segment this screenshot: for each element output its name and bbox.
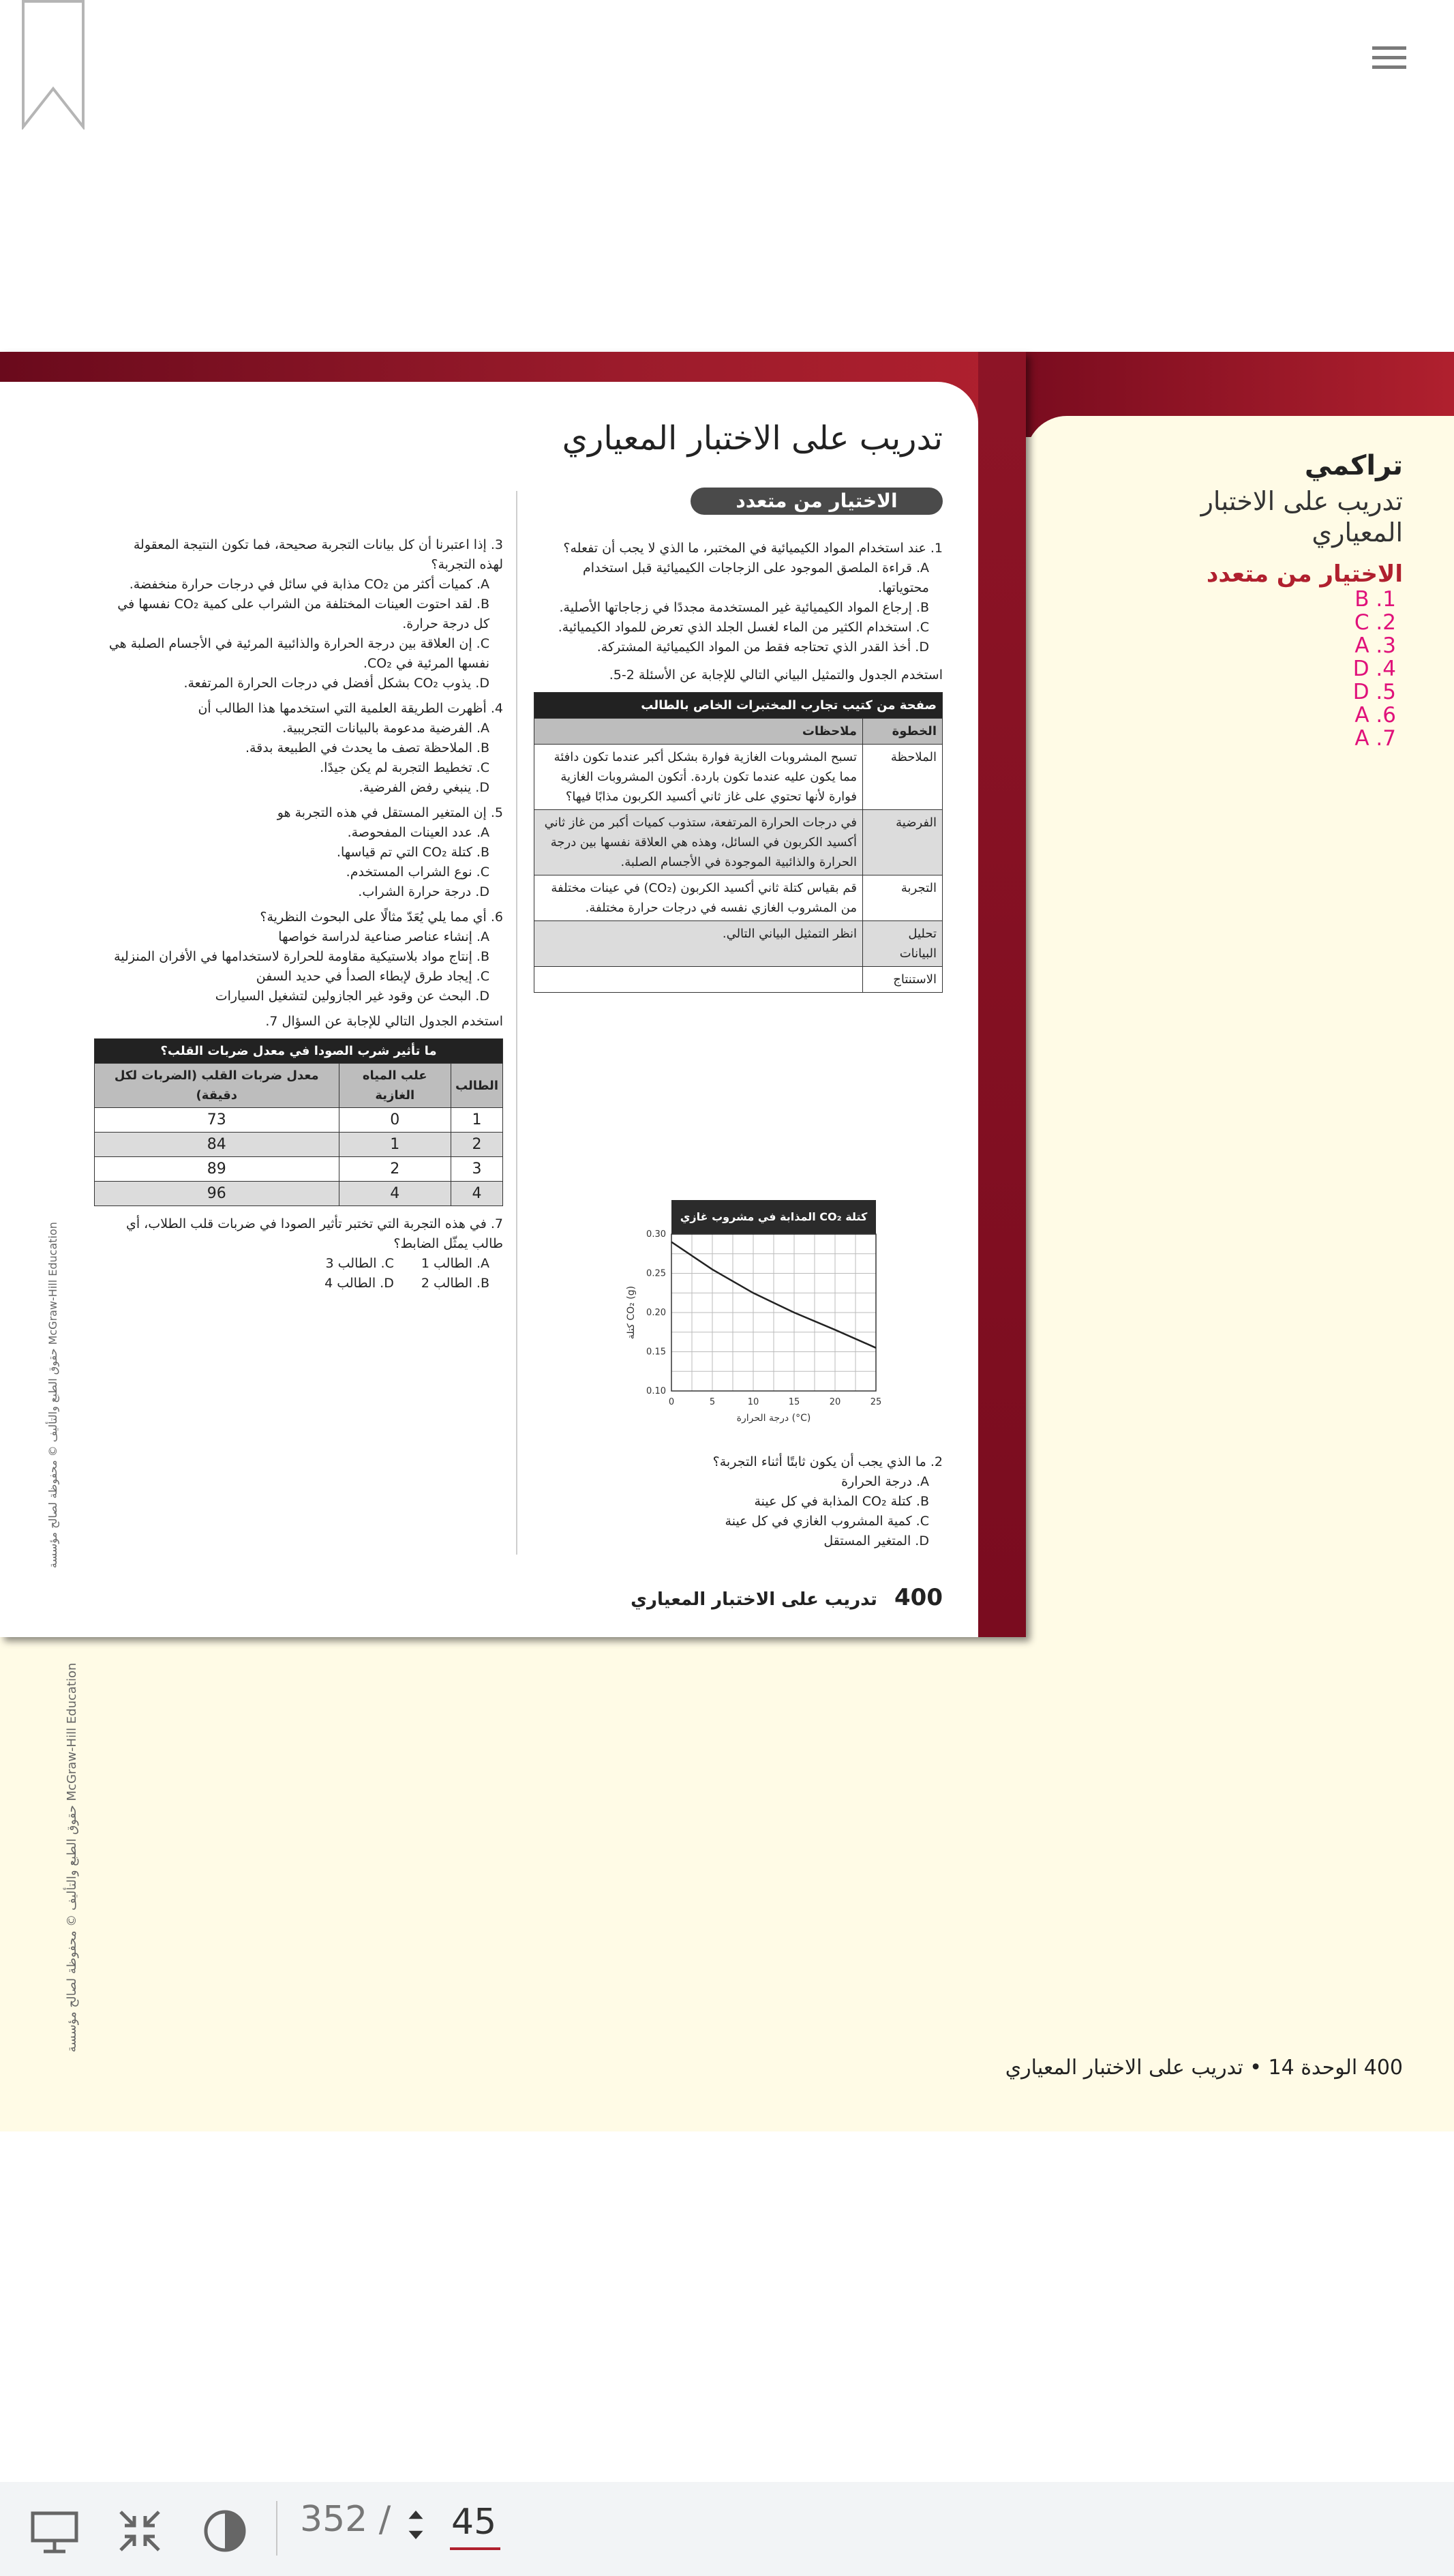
table-row — [95, 1182, 503, 1206]
chart-title: كتلة CO₂ المذابة في مشروب غازي — [680, 1210, 868, 1223]
option-d: D. الطالب 4 — [324, 1276, 394, 1291]
option-a: A. عدد العينات المفحوصة. — [347, 825, 489, 840]
x-tick-label: 25 — [870, 1397, 882, 1407]
page-separator: / — [378, 2499, 391, 2540]
lab-table-col-notes: ملاحظات — [534, 719, 863, 745]
left-column — [108, 535, 503, 1293]
y-tick-label: 0.30 — [646, 1229, 666, 1240]
answer-item: A .3 — [1354, 633, 1396, 658]
question-6 — [108, 908, 503, 1006]
question-5 — [108, 803, 503, 902]
table-cell: انظر التمثيل البياني التالي. — [534, 921, 863, 967]
option-d: D. يذوب CO₂ بشكل أفضل في درجات الحرارة المرتفعة. — [183, 676, 489, 691]
option-d: D. المتغير المستقل — [823, 1533, 929, 1548]
table-row — [534, 745, 943, 810]
question-4 — [108, 699, 503, 798]
option-d: D. ينبغي رفض الفرضية. — [359, 780, 489, 795]
question-2 — [547, 1452, 943, 1551]
y-tick-label: 0.10 — [646, 1386, 666, 1396]
table-cell: 84 — [95, 1133, 339, 1157]
option-a: A. إنشاء عناصر صناعية لدراسة خواصها — [278, 929, 489, 944]
page-footer-text: تدريب على الاختبار المعياري — [631, 1589, 877, 1610]
table-row — [95, 1157, 503, 1182]
option-a: A. درجة الحرارة — [841, 1474, 929, 1489]
question-stem: 7. في هذه التجربة التي تختبر تأثير الصودا في ضربات قلب الطلاب، أي طالب يمثّل الضابط؟ — [125, 1216, 503, 1251]
table-cell: الملاحظة — [863, 745, 943, 810]
column-divider — [516, 491, 517, 1555]
presentation-icon[interactable] — [27, 2504, 82, 2558]
current-page-number: 352 — [300, 2499, 368, 2540]
option-d: D. درجة حرارة الشراب. — [358, 884, 489, 899]
x-tick-label: 5 — [709, 1397, 716, 1407]
page-stepper-icon[interactable] — [402, 2501, 429, 2549]
table-cell: 4 — [339, 1182, 451, 1206]
table-row — [534, 875, 943, 921]
table-row — [95, 1108, 503, 1133]
soda-table-title: ما تأثير شرب الصودا في معدل ضربات القلب؟ — [95, 1039, 503, 1064]
option-c: C. الطالب 3 — [325, 1256, 394, 1271]
x-tick-label: 15 — [788, 1397, 800, 1407]
answer-key — [1353, 588, 1396, 750]
question-stem: 2. ما الذي يجب أن يكون ثابتًا أثناء التجربة؟ — [712, 1454, 943, 1469]
table-row — [534, 967, 943, 993]
table-cell — [534, 967, 863, 993]
option-c: C. كمية المشروب الغازي في كل عينة — [725, 1514, 929, 1529]
option-d: D. أخذ القدر الذي تحتاجه فقط من المواد الكيميائية المشتركة. — [596, 640, 929, 655]
lab-table — [534, 692, 943, 993]
table-cell: 96 — [95, 1182, 339, 1206]
table-cell: التجربة — [863, 875, 943, 921]
table-row — [534, 921, 943, 967]
side-panel-title: تراكمي — [1304, 450, 1403, 481]
option-a: A. الطالب 1 — [421, 1256, 489, 1271]
answer-item: A .7 — [1354, 726, 1396, 751]
option-b: B. إنتاج مواد بلاستيكية مقاومة للحرارة لاستخدامها في الأفران المنزلية — [114, 949, 489, 964]
table-cell: 73 — [95, 1108, 339, 1133]
option-b: B. لقد احتوت العينات المختلفة من الشراب على كمية CO₂ نفسها في كل درجة حرارة. — [117, 597, 489, 631]
lab-table-title: صفحة من كتيب تجارب المختبرات الخاص بالطالب — [534, 693, 943, 719]
question-stem: 3. إذا اعتبرنا أن كل بيانات التجربة صحيحة، فما تكون النتيجة المعقولة لهذه التجربة؟ — [133, 537, 503, 572]
table-cell: 1 — [451, 1108, 502, 1133]
table-cell: 1 — [339, 1133, 451, 1157]
table-cell: 3 — [451, 1157, 502, 1182]
page-footer — [631, 1584, 943, 1611]
section-label: الاختيار من متعدد — [691, 488, 943, 515]
question-stem: 1. عند استخدام المواد الكيميائية في المختبر، ما الذي لا يجب أن تفعله؟ — [563, 541, 943, 556]
question-stem: 6. أي مما يلي يُعَدّ مثالًا على البحوث النظرية؟ — [260, 910, 503, 925]
x-tick-label: 20 — [829, 1397, 841, 1407]
collapse-icon[interactable] — [112, 2504, 167, 2558]
option-c: C. نوع الشراب المستخدم. — [346, 865, 489, 880]
soda-table — [94, 1038, 503, 1206]
y-axis-label: كتلة CO₂ (g) — [626, 1285, 637, 1340]
x-axis-label: درجة الحرارة (°C) — [736, 1413, 811, 1424]
table-cell: الاستنتاج — [863, 967, 943, 993]
option-a: A. كميات أكثر من CO₂ مذابة في سائل في درجات حرارة منخفضة. — [129, 577, 489, 592]
table-cell: 89 — [95, 1157, 339, 1182]
page-number-input[interactable] — [450, 2497, 500, 2550]
question-7 — [108, 1214, 503, 1293]
option-c: C. استخدام الكثير من الماء لغسل الجلد الذي تعرض للمواد الكيميائية. — [558, 620, 929, 635]
answer-item: C .2 — [1354, 610, 1396, 635]
option-b: B. كتلة CO₂ التي تم قياسها. — [336, 845, 489, 860]
option-c: C. إيجاد طرق لإبطاء الصدأ في حديد السفن — [256, 969, 489, 984]
answer-item: D .5 — [1352, 680, 1396, 704]
bookmark-icon[interactable] — [20, 0, 86, 130]
copyright-credit: حقوق الطبع والتأليف © محفوظة لصالح مؤسسة McGraw-Hill Education — [46, 1222, 59, 1568]
toolbar-divider — [276, 2501, 277, 2556]
option-a: A. الفرضية مدعومة بالبيانات التجريبية. — [282, 721, 489, 736]
option-a: A. قراءة الملصق الموجود على الزجاجات الكيميائية قبل استخدام محتوياتها. — [582, 560, 929, 595]
question-stem: 4. أظهرت الطريقة العلمية التي استخدمها هذا الطالب أن — [198, 701, 503, 716]
answer-item: D .4 — [1352, 657, 1396, 681]
option-c: C. إن العلاقة بين درجة الحرارة والذائبية المرئية في الأجسام الصلبة هي نفسها المرئية في CO₂. — [108, 636, 489, 671]
soda-col-student: الطالب — [451, 1064, 502, 1108]
y-tick-label: 0.25 — [646, 1268, 666, 1279]
table-cell: 2 — [451, 1133, 502, 1157]
contrast-icon[interactable] — [198, 2504, 252, 2558]
page-title: تدريب على الاختبار المعياري — [562, 419, 943, 458]
side-panel-footer: 400 الوحدة 14 • تدريب على الاختبار المعياري — [1005, 2056, 1403, 2080]
side-panel-mc-heading: الاختيار من متعدد — [1206, 560, 1403, 588]
question-3 — [108, 535, 503, 693]
side-panel-subtitle: تدريب على الاختبار المعياري — [1200, 486, 1403, 548]
option-b: B. كتلة CO₂ المذابة في كل عينة — [754, 1494, 929, 1509]
option-c: C. تخطيط التجربة لم يكن جيدًا. — [320, 760, 489, 775]
answer-item: A .6 — [1354, 703, 1396, 728]
side-copyright-credit: حقوق الطبع والتأليف © محفوظة لصالح مؤسسة McGraw-Hill Education — [65, 1662, 79, 2052]
soda-col-rate: معدل ضربات القلب (الضربات لكل دقيقة) — [95, 1064, 339, 1108]
table-cell: تحليل البيانات — [863, 921, 943, 967]
option-d: D. البحث عن وقود غير الجازولين لتشغيل السيارات — [215, 989, 489, 1004]
page-footer-number: 400 — [894, 1584, 943, 1611]
table-instruction: استخدم الجدول والتمثيل البياني التالي للإجابة عن الأسئلة 2-5. — [609, 668, 943, 683]
option-b: B. الطالب 2 — [421, 1276, 489, 1291]
question-stem: 5. إن المتغير المستقل في هذه التجربة هو — [277, 805, 503, 820]
table-row — [534, 810, 943, 875]
x-tick-label: 0 — [668, 1397, 675, 1407]
x-tick-label: 10 — [747, 1397, 759, 1407]
table-cell: 2 — [339, 1157, 451, 1182]
table-cell: 4 — [451, 1182, 502, 1206]
co2-chart — [600, 1200, 886, 1446]
table-cell: قم بقياس كتلة ثاني أكسيد الكربون (CO₂) في عينات مختلفة من المشروب الغازي نفسه في درجات حرارة مختلفة. — [534, 875, 863, 921]
table-instruction: استخدم الجدول التالي للإجابة عن السؤال 7. — [265, 1014, 503, 1029]
question-1 — [547, 539, 943, 657]
soda-col-cans: علب المياه الغازية — [339, 1064, 451, 1108]
option-b: B. إرجاع المواد الكيميائية غير المستخدمة مجددًا في زجاجاتها الأصلية. — [559, 600, 929, 615]
right-column — [544, 539, 943, 993]
y-tick-label: 0.15 — [646, 1347, 666, 1358]
y-tick-label: 0.20 — [646, 1308, 666, 1318]
answer-item: B .1 — [1354, 587, 1396, 612]
page-count-display — [300, 2499, 391, 2540]
lab-table-col-step: الخطوة — [863, 719, 943, 745]
table-cell: تسبح المشروبات الغازية فوارة بشكل أكبر عندما تكون دافئة مما يكون عليه عندما تكون باردة. أتكون المشروبات الغازية فوارة لأنها تحتوي على غاز ثاني أكسيد الكربون مذابًا فيها؟ — [534, 745, 863, 810]
option-b: B. الملاحظة تصف ما يحدث في الطبيعة بدقة. — [245, 740, 489, 755]
hamburger-menu-icon[interactable] — [1365, 34, 1413, 82]
table-cell: في درجات الحرارة المرتفعة، ستذوب كميات أكبر من غاز ثاني أكسيد الكربون في السائل، وهذه هي العلاقة نفسها بين درجة الحرارة والذائبية الموجودة في الأجسام الصلبة. — [534, 810, 863, 875]
table-row — [95, 1133, 503, 1157]
page-edge-band — [978, 352, 1026, 1637]
table-cell: الفرضية — [863, 810, 943, 875]
table-cell: 0 — [339, 1108, 451, 1133]
